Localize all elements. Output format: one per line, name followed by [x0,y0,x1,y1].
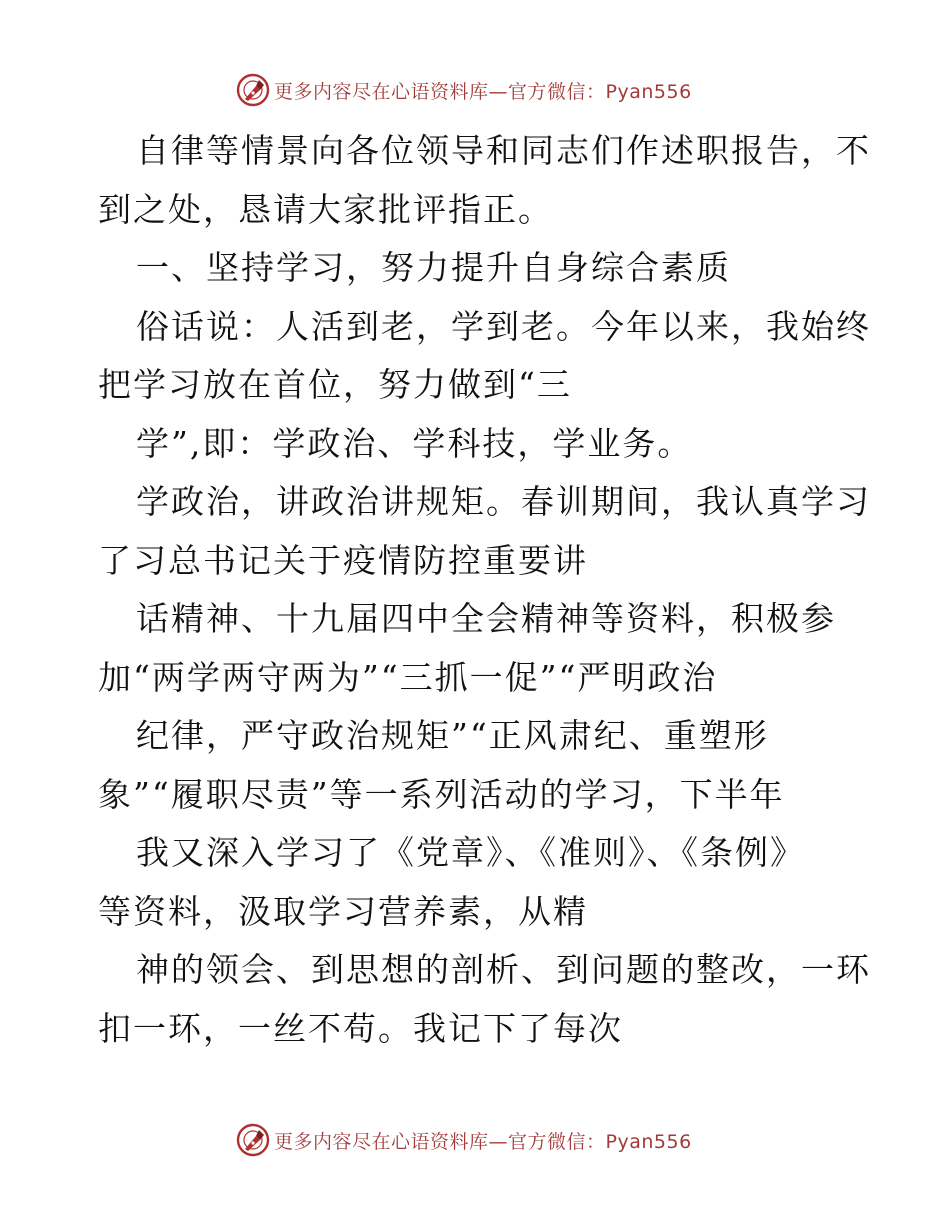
footer-watermark [236,1123,692,1157]
body-line: 了习总书记关于疫情防控重要讲 [98,540,588,580]
pen-nib-logo-icon [236,73,270,107]
body-line: 纪律，严守政治规矩”“正风肃纪、重塑形 [136,716,769,755]
body-line: 我又深入学习了《党章》、《准则》、《条例》 [136,833,805,872]
body-line: 学政治，讲政治讲规矩。春训期间，我认真学习 [136,482,871,521]
body-line: 自律等情景向各位领导和同志们作述职报告，不 [136,131,871,170]
body-line: 到之处，恳请大家批评指正。 [98,189,553,229]
body-line: 加“两学两守两为”“三抓一促”“严明政治 [98,657,718,697]
body-line: 学”,即：学政治、学科技，学业务。 [136,423,693,463]
body-line: 象”“履职尽责”等一系列活动的学习，下半年 [98,774,785,814]
body-line: 神的领会、到思想的剖析、到问题的整改，一环 [136,950,871,989]
header-watermark [236,73,692,107]
watermark-text: 更多内容尽在心语资料库—官方微信：Pyan556 [274,1130,692,1153]
section-heading: 一、坚持学习，努力提升自身综合素质 [136,248,731,287]
document-body [98,122,871,1058]
body-line: 俗话说：人活到老，学到老。今年以来，我始终 [136,306,871,346]
body-line: 扣一环，一丝不苟。我记下了每次 [98,1008,623,1048]
body-line: 话精神、十九届四中全会精神等资料，积极参 [136,599,836,638]
body-line: 把学习放在首位，努力做到“三 [98,365,572,404]
watermark-text: 更多内容尽在心语资料库—官方微信：Pyan556 [274,80,692,103]
body-line: 等资料，汲取学习营养素，从精 [98,891,588,931]
pen-nib-logo-icon [236,1123,270,1157]
